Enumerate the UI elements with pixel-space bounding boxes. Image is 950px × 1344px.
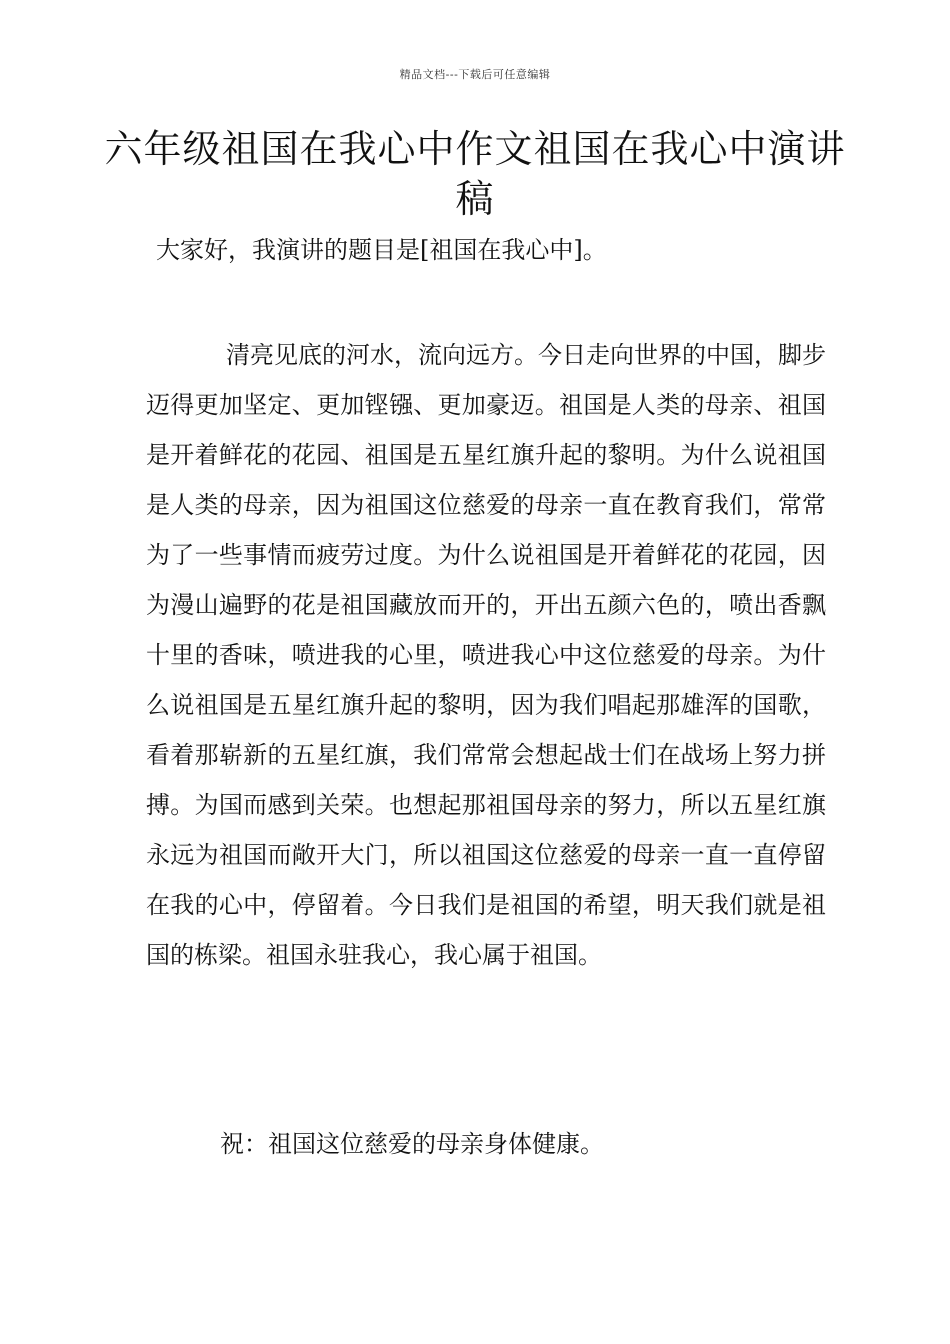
closing-paragraph: 祝：祖国这位慈爱的母亲身体健康。 [220, 1130, 604, 1158]
greeting-paragraph: 大家好，我演讲的题目是[祖国在我心中]。 [156, 236, 607, 264]
body-paragraph: 清亮见底的河水，流向远方。今日走向世界的中国，脚步迈得更加坚定、更加铿镪、更加豪迈。祖国是人类的母亲、祖国是开着鲜花的花园、祖国是五星红旗升起的黎明。为什么说祖国是人类的母亲，因为祖国这位慈爱的母亲一直在教育我们，常常为了一些事情而疲劳过度。为什么说祖国是开着鲜花的花园，因为漫山遍野的花是祖国藏放而开的，开出五颜六色的，喷出香飘十里的香味，喷进我的心里，喷进我心中这位慈爱的母亲。为什么说祖国是五星红旗升起的黎明，因为我们唱起那雄浑的国歌，看着那崭新的五星红旗，我们常常会想起战士们在战场上努力拼搏。为国而感到关荣。也想起那祖国母亲的努力，所以五星红旗永远为祖国而敞开大门，所以祖国这位慈爱的母亲一直一直停留在我的心中，停留着。今日我们是祖国的希望，明天我们就是祖国的栋梁。祖国永驻我心，我心属于祖国。 [146, 341, 826, 969]
page-header-note: 精品文档---下载后可任意编辑 [399, 68, 551, 81]
document-title: 六年级祖国在我心中作文祖国在我心中演讲稿 [104, 127, 846, 221]
